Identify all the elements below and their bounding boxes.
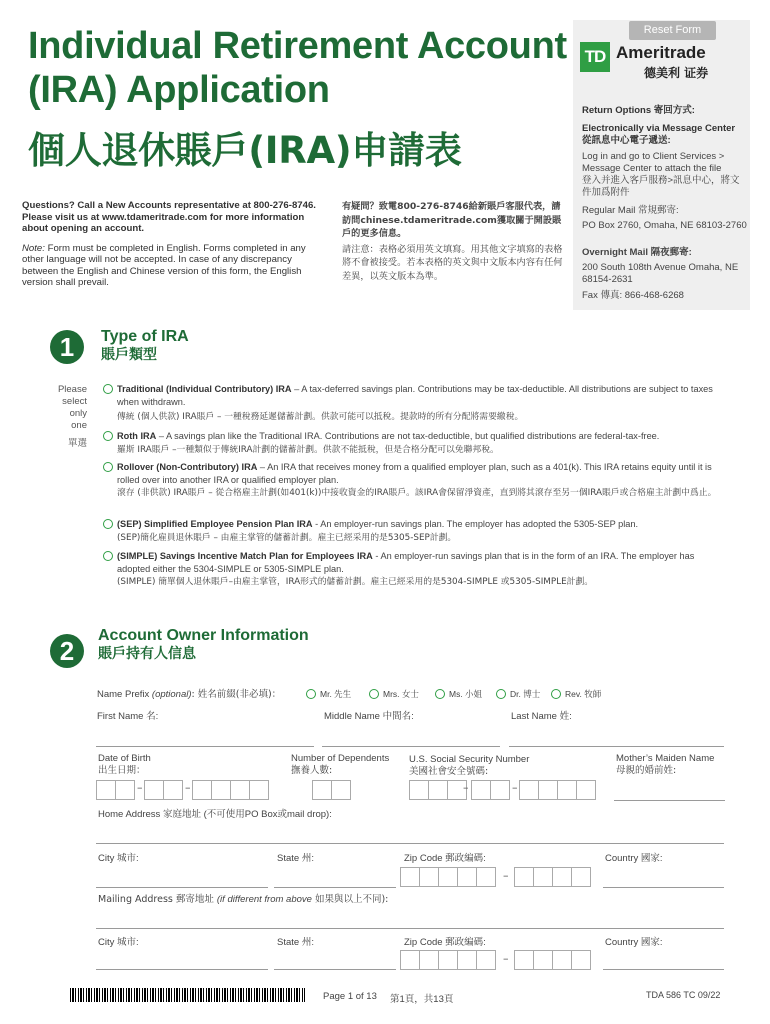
- page-number-en: Page 1 of 13: [323, 991, 377, 1002]
- prefix-radio-rev[interactable]: [551, 689, 561, 699]
- section-2-number: 2: [50, 634, 84, 668]
- ssn-part-3-input[interactable]: [519, 780, 595, 800]
- mailing-zip-dash: –: [503, 952, 509, 965]
- ssn-label: U.S. Social Security Number 美國社會安全號碼:: [409, 754, 530, 777]
- home-address-label: Home Address 家庭地址 (不可使用PO Box或mail drop):: [98, 809, 332, 820]
- ira-option-sep: (SEP) Simplified Employee Pension Plan IRA - An employer-run savings plan. The employer has adopted the 5305-SEP plan. (SEP)簡化雇員退休賬戶 – 由雇主掌管的儲蓄計劃。雇主已經采用的是5305-SEP計劃。: [117, 519, 639, 543]
- mailing-address-input[interactable]: [96, 928, 724, 929]
- middle-name-label: Middle Name 中間名:: [324, 711, 414, 722]
- home-zip-input[interactable]: [400, 867, 495, 887]
- overnight-mail-text: 200 South 108th Avenue Omaha, NE 68154-2631: [582, 262, 739, 285]
- return-options-heading: Return Options 寄回方式:: [582, 105, 695, 116]
- mailing-state-input[interactable]: [274, 969, 396, 970]
- prefix-mrs-label: Mrs. 女士: [383, 689, 419, 699]
- td-logo-icon: TD: [580, 42, 610, 72]
- title-zh: 個人退休賬戶(IRA)申請表: [28, 129, 462, 172]
- home-zip-ext-input[interactable]: [514, 867, 590, 887]
- last-name-input[interactable]: [509, 746, 724, 747]
- home-country-label: Country 國家:: [605, 853, 663, 864]
- ira-type-radio-sep[interactable]: [103, 519, 113, 529]
- name-prefix-label: Name Prefix (optional): 姓名前綴(非必填)：: [97, 689, 282, 700]
- home-city-label: City 城市:: [98, 853, 139, 864]
- home-address-input[interactable]: [96, 843, 724, 844]
- prefix-ms-label: Ms. 小姐: [449, 689, 483, 699]
- ira-option-rollover: Rollover (Non-Contributory) IRA – An IRA that receives money from a qualified employer plan, such as a 401(k). This IRA retains equity until it is rolled over into another IRA or qualified employer plan. 滾存 (非供款) IRA賬戶 – 從合格雇主計劃(如401(k))中接收資金的IRA賬戶。該IRA會保留淨資產，直到將其滾存至另一個IRA賬戶或合格雇主計劃中爲止。: [117, 462, 717, 498]
- mailing-city-input[interactable]: [96, 969, 268, 970]
- regular-mail-text: PO Box 2760, Omaha, NE 68103-2760: [582, 220, 747, 231]
- dob-dash-2: –: [185, 781, 191, 794]
- ira-type-radio-traditional[interactable]: [103, 384, 113, 394]
- section-1-title: Type of IRA 賬戶類型: [101, 328, 189, 363]
- prefix-rev-label: Rev. 牧師: [565, 689, 602, 699]
- prefix-radio-ms[interactable]: [435, 689, 445, 699]
- intro-en: [22, 200, 330, 289]
- logo-zh: 德美利 证券: [644, 66, 709, 80]
- home-country-input[interactable]: [603, 887, 724, 888]
- maiden-name-label: Mother’s Maiden Name 母親的婚前姓:: [616, 753, 715, 776]
- title-en: Individual Retirement Account (IRA) Application: [28, 25, 567, 111]
- reset-form-button[interactable]: Reset Form: [629, 21, 716, 40]
- ssn-dash-1: –: [463, 781, 469, 794]
- prefix-radio-dr[interactable]: [496, 689, 506, 699]
- dependents-input[interactable]: [312, 780, 350, 800]
- prefix-radio-mr[interactable]: [306, 689, 316, 699]
- home-zip-label: Zip Code 郵政編碼:: [404, 853, 486, 864]
- home-zip-dash: –: [503, 869, 509, 882]
- home-state-input[interactable]: [274, 887, 396, 888]
- section-2-title: Account Owner Information 賬戶持有人信息: [98, 627, 309, 662]
- mailing-country-label: Country 國家:: [605, 937, 663, 948]
- ira-type-radio-rollover[interactable]: [103, 462, 113, 472]
- ira-option-roth: Roth IRA – A savings plan like the Traditional IRA. Contributions are not tax-deductible, but qualified distributions are federal-tax-free. 羅斯 IRA賬戶 –一種類似于傳統IRA計劃的儲蓄計劃。供款不能抵稅，但是合格分配可以免聯邦稅。: [117, 431, 660, 455]
- dob-dash-1: –: [137, 781, 143, 794]
- middle-name-input[interactable]: [322, 746, 500, 747]
- questions-en: Questions? Call a New Accounts representative at 800-276-8746. Please visit us at www.tdameritrade.com for more information about opening an account.: [22, 200, 316, 234]
- ssn-part-2-input[interactable]: [471, 780, 509, 800]
- maiden-name-input[interactable]: [614, 800, 725, 801]
- select-one-hint: Please select only one 單選: [57, 384, 87, 449]
- mailing-state-label: State 州:: [277, 937, 314, 948]
- home-state-label: State 州:: [277, 853, 314, 864]
- electronic-heading: Electronically via Message Center 從訊息中心電子遞送:: [582, 123, 736, 146]
- note-en: Form must be completed in English. Forms completed in any other language will not be accepted. In case of any discrepancy between the English and Chinese version of this form, the English version shall prevail.: [22, 242, 306, 288]
- form-code: TDA 586 TC 09/22: [646, 990, 721, 1000]
- ssn-part-1-input[interactable]: [409, 780, 466, 800]
- note-zh: 請注意：表格必須用英文填寫。用其他文字填寫的表格將不會被接受。若本表格的英文與中文版本内容有任何差異，以英文版本為準。: [342, 243, 563, 282]
- ira-option-traditional: Traditional (Individual Contributory) IRA – A tax-deferred savings plan. Contributions may be tax-deductible. All distributions are subject to taxes when withdrawn. 傳統 (個人供款) IRA賬戶 – 一種稅務延遲儲蓄計劃。供款可能可以抵稅。提款時的所有分配將需要繳稅。: [117, 384, 713, 422]
- ira-type-radio-simple[interactable]: [103, 551, 113, 561]
- dependents-label: Number of Dependents 撫養人數:: [291, 753, 390, 776]
- electronic-text: Log in and go to Client Services > Message Center to attach the file 登入并進入客戶服務>訊息中心，將文件加爲附件: [582, 151, 740, 198]
- home-city-input[interactable]: [96, 887, 268, 888]
- fax-number: Fax 傳真: 866-468-6268: [582, 290, 684, 301]
- mailing-country-input[interactable]: [603, 969, 724, 970]
- intro-zh: [342, 200, 567, 283]
- first-name-input[interactable]: [96, 746, 314, 747]
- dob-label: Date of Birth 出生日期：: [98, 753, 151, 776]
- prefix-radio-mrs[interactable]: [369, 689, 379, 699]
- overnight-mail-heading: Overnight Mail 隔夜郵寄:: [582, 247, 692, 258]
- note-label: Note:: [22, 242, 45, 254]
- questions-zh: 有疑問？致電800-276-8746給新賬戶客服代表，請訪問chinese.tdameritrade.com獲取關于開設賬戶的更多信息。: [342, 201, 562, 239]
- mailing-zip-input[interactable]: [400, 950, 495, 970]
- page-title: [28, 24, 573, 176]
- prefix-mr-label: Mr. 先生: [320, 689, 352, 699]
- mailing-address-label: Mailing Address 郵寄地址 (if different from above 如果與以上不同):: [98, 894, 389, 905]
- section-1-number: 1: [50, 330, 84, 364]
- logo-name: Ameritrade: [616, 43, 706, 62]
- ssn-dash-2: –: [512, 781, 518, 794]
- regular-mail-heading: Regular Mail 常規郵寄:: [582, 205, 679, 216]
- dob-month-input[interactable]: [96, 780, 134, 800]
- dob-year-input[interactable]: [192, 780, 268, 800]
- dob-day-input[interactable]: [144, 780, 182, 800]
- mailing-city-label: City 城市:: [98, 937, 139, 948]
- last-name-label: Last Name 姓:: [511, 711, 572, 722]
- ira-option-simple: (SIMPLE) Savings Incentive Match Plan for Employees IRA - An employer-run savings plan that is in the form of an IRA. The employer has adopted either the 5304-SIMPLE or 5305-SIMPLE plan. (SIMPLE) 簡單個人退休賬戶–由雇主掌管，IRA形式的儲蓄計劃。雇主已經采用的是5304-SIMPLE 或5305-SIMPLE計劃。: [117, 551, 695, 587]
- barcode-image: [70, 988, 305, 1002]
- page-number-zh: 第1頁，共13頁: [390, 994, 454, 1005]
- first-name-label: First Name 名:: [97, 711, 159, 722]
- prefix-dr-label: Dr. 博士: [510, 689, 541, 699]
- mailing-zip-ext-input[interactable]: [514, 950, 590, 970]
- ira-type-radio-roth[interactable]: [103, 431, 113, 441]
- mailing-zip-label: Zip Code 郵政編碼:: [404, 937, 486, 948]
